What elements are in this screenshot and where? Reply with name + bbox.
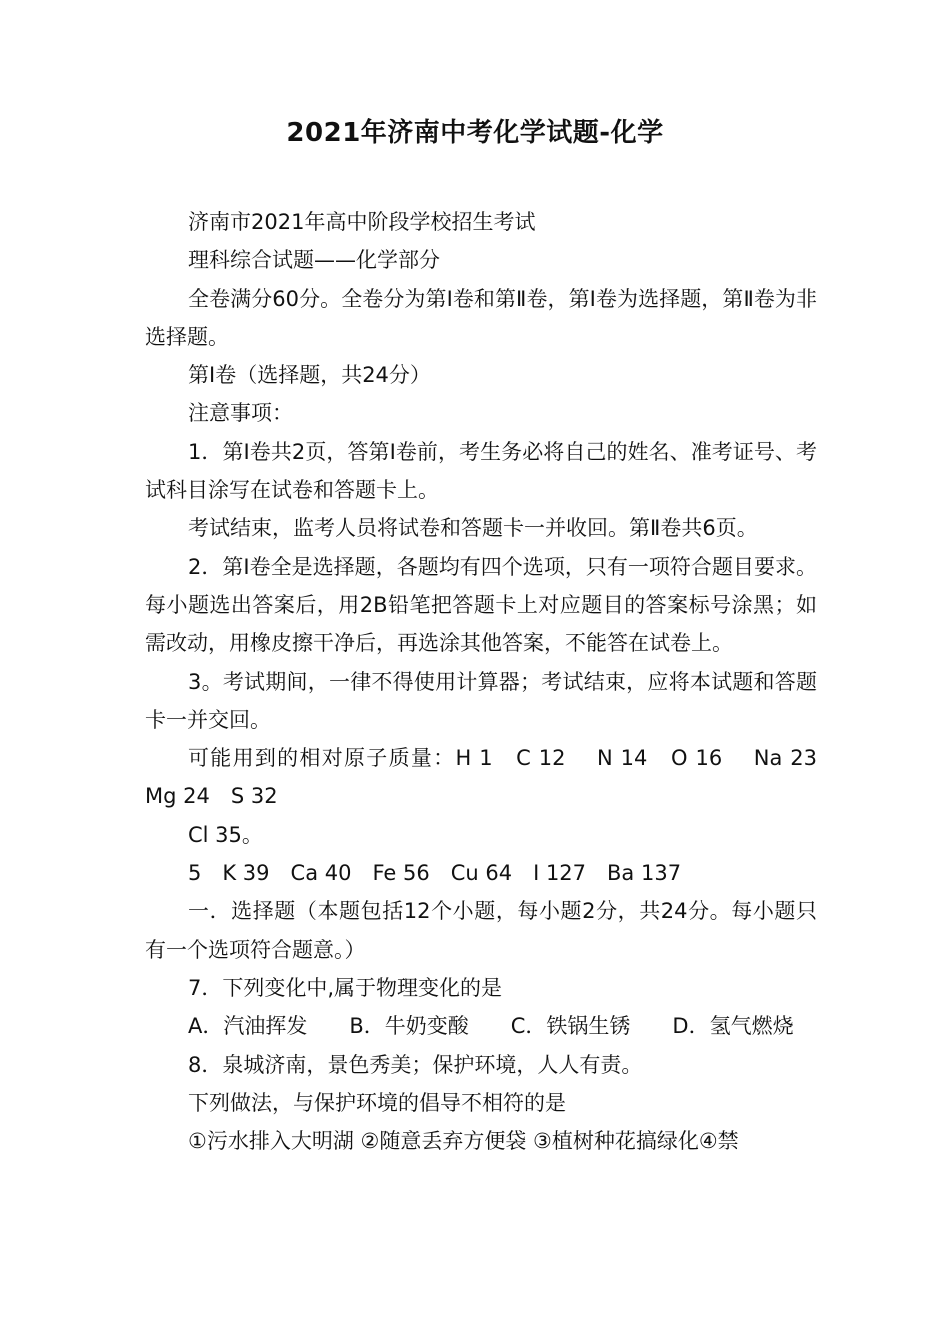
paragraph-question-8-items: ①污水排入大明湖 ②随意丢弃方便袋 ③植树种花搞绿化④禁 xyxy=(188,1129,739,1154)
paragraph-exam-subtitle: 理科综合试题——化学部分 xyxy=(188,248,440,273)
paragraph-exam-name: 济南市2021年高中阶段学校招生考试 xyxy=(188,210,536,234)
paragraph-notice-3: 3。考试期间，一律不得使用计算器；考试结束，应将本试题和答题卡一并交回。 xyxy=(145,669,817,732)
document-body xyxy=(145,203,838,1160)
paragraph-atomic-mass: 可能用到的相对原子质量：H 1 C 12 N 14 O 16 Na 23 Mg 24 S 32 xyxy=(145,746,838,809)
paragraph-full-score: 全卷满分60分。全卷分为第Ⅰ卷和第Ⅱ卷，第Ⅰ卷为选择题，第Ⅱ卷为非选择题。 xyxy=(145,286,817,349)
paragraph-section-one: 一．选择题（本题包括12个小题，每小题2分，共24分。每小题只有一个选项符合题意。） xyxy=(145,899,817,962)
paragraph-notice-2: 2．第Ⅰ卷全是选择题，各题均有四个选项，只有一项符合题目要求。每小题选出答案后，用2B铅笔把答题卡上对应题目的答案标号涂黑；如需改动，用橡皮擦干净后，再选涂其他答案，不能答在试卷上。 xyxy=(145,554,817,656)
paragraph-question-8: 8．泉城济南，景色秀美；保护环境，人人有责。 xyxy=(188,1052,643,1077)
paragraph-exam-end: 考试结束，监考人员将试卷和答题卡一并收回。第Ⅱ卷共6页。 xyxy=(188,516,758,541)
paragraph-question-7: 7．下列变化中,属于物理变化的是 xyxy=(188,975,503,1000)
paragraph-atomic-mass-cont: 5 K 39 Ca 40 Fe 56 Cu 64 I 127 Ba 137 xyxy=(188,861,682,886)
paragraph-question-8-prompt: 下列做法，与保护环境的倡导不相符的是 xyxy=(188,1090,566,1115)
paragraph-notice-heading: 注意事项： xyxy=(188,401,293,426)
paragraph-atomic-mass-cl: Cl 35。 xyxy=(188,822,263,847)
paragraph-part-one-heading: 第Ⅰ卷（选择题，共24分） xyxy=(188,363,431,388)
paragraph-notice-1: 1．第Ⅰ卷共2页，答第Ⅰ卷前，考生务必将自己的姓名、准考证号、考试科目涂写在试卷和答题卡上。 xyxy=(145,439,817,503)
paragraph-question-7-options: A．汽油挥发 B．牛奶变酸 C．铁锅生锈 D．氢气燃烧 xyxy=(188,1014,794,1039)
document-title: 2021年济南中考化学试题-化学 xyxy=(286,118,664,148)
